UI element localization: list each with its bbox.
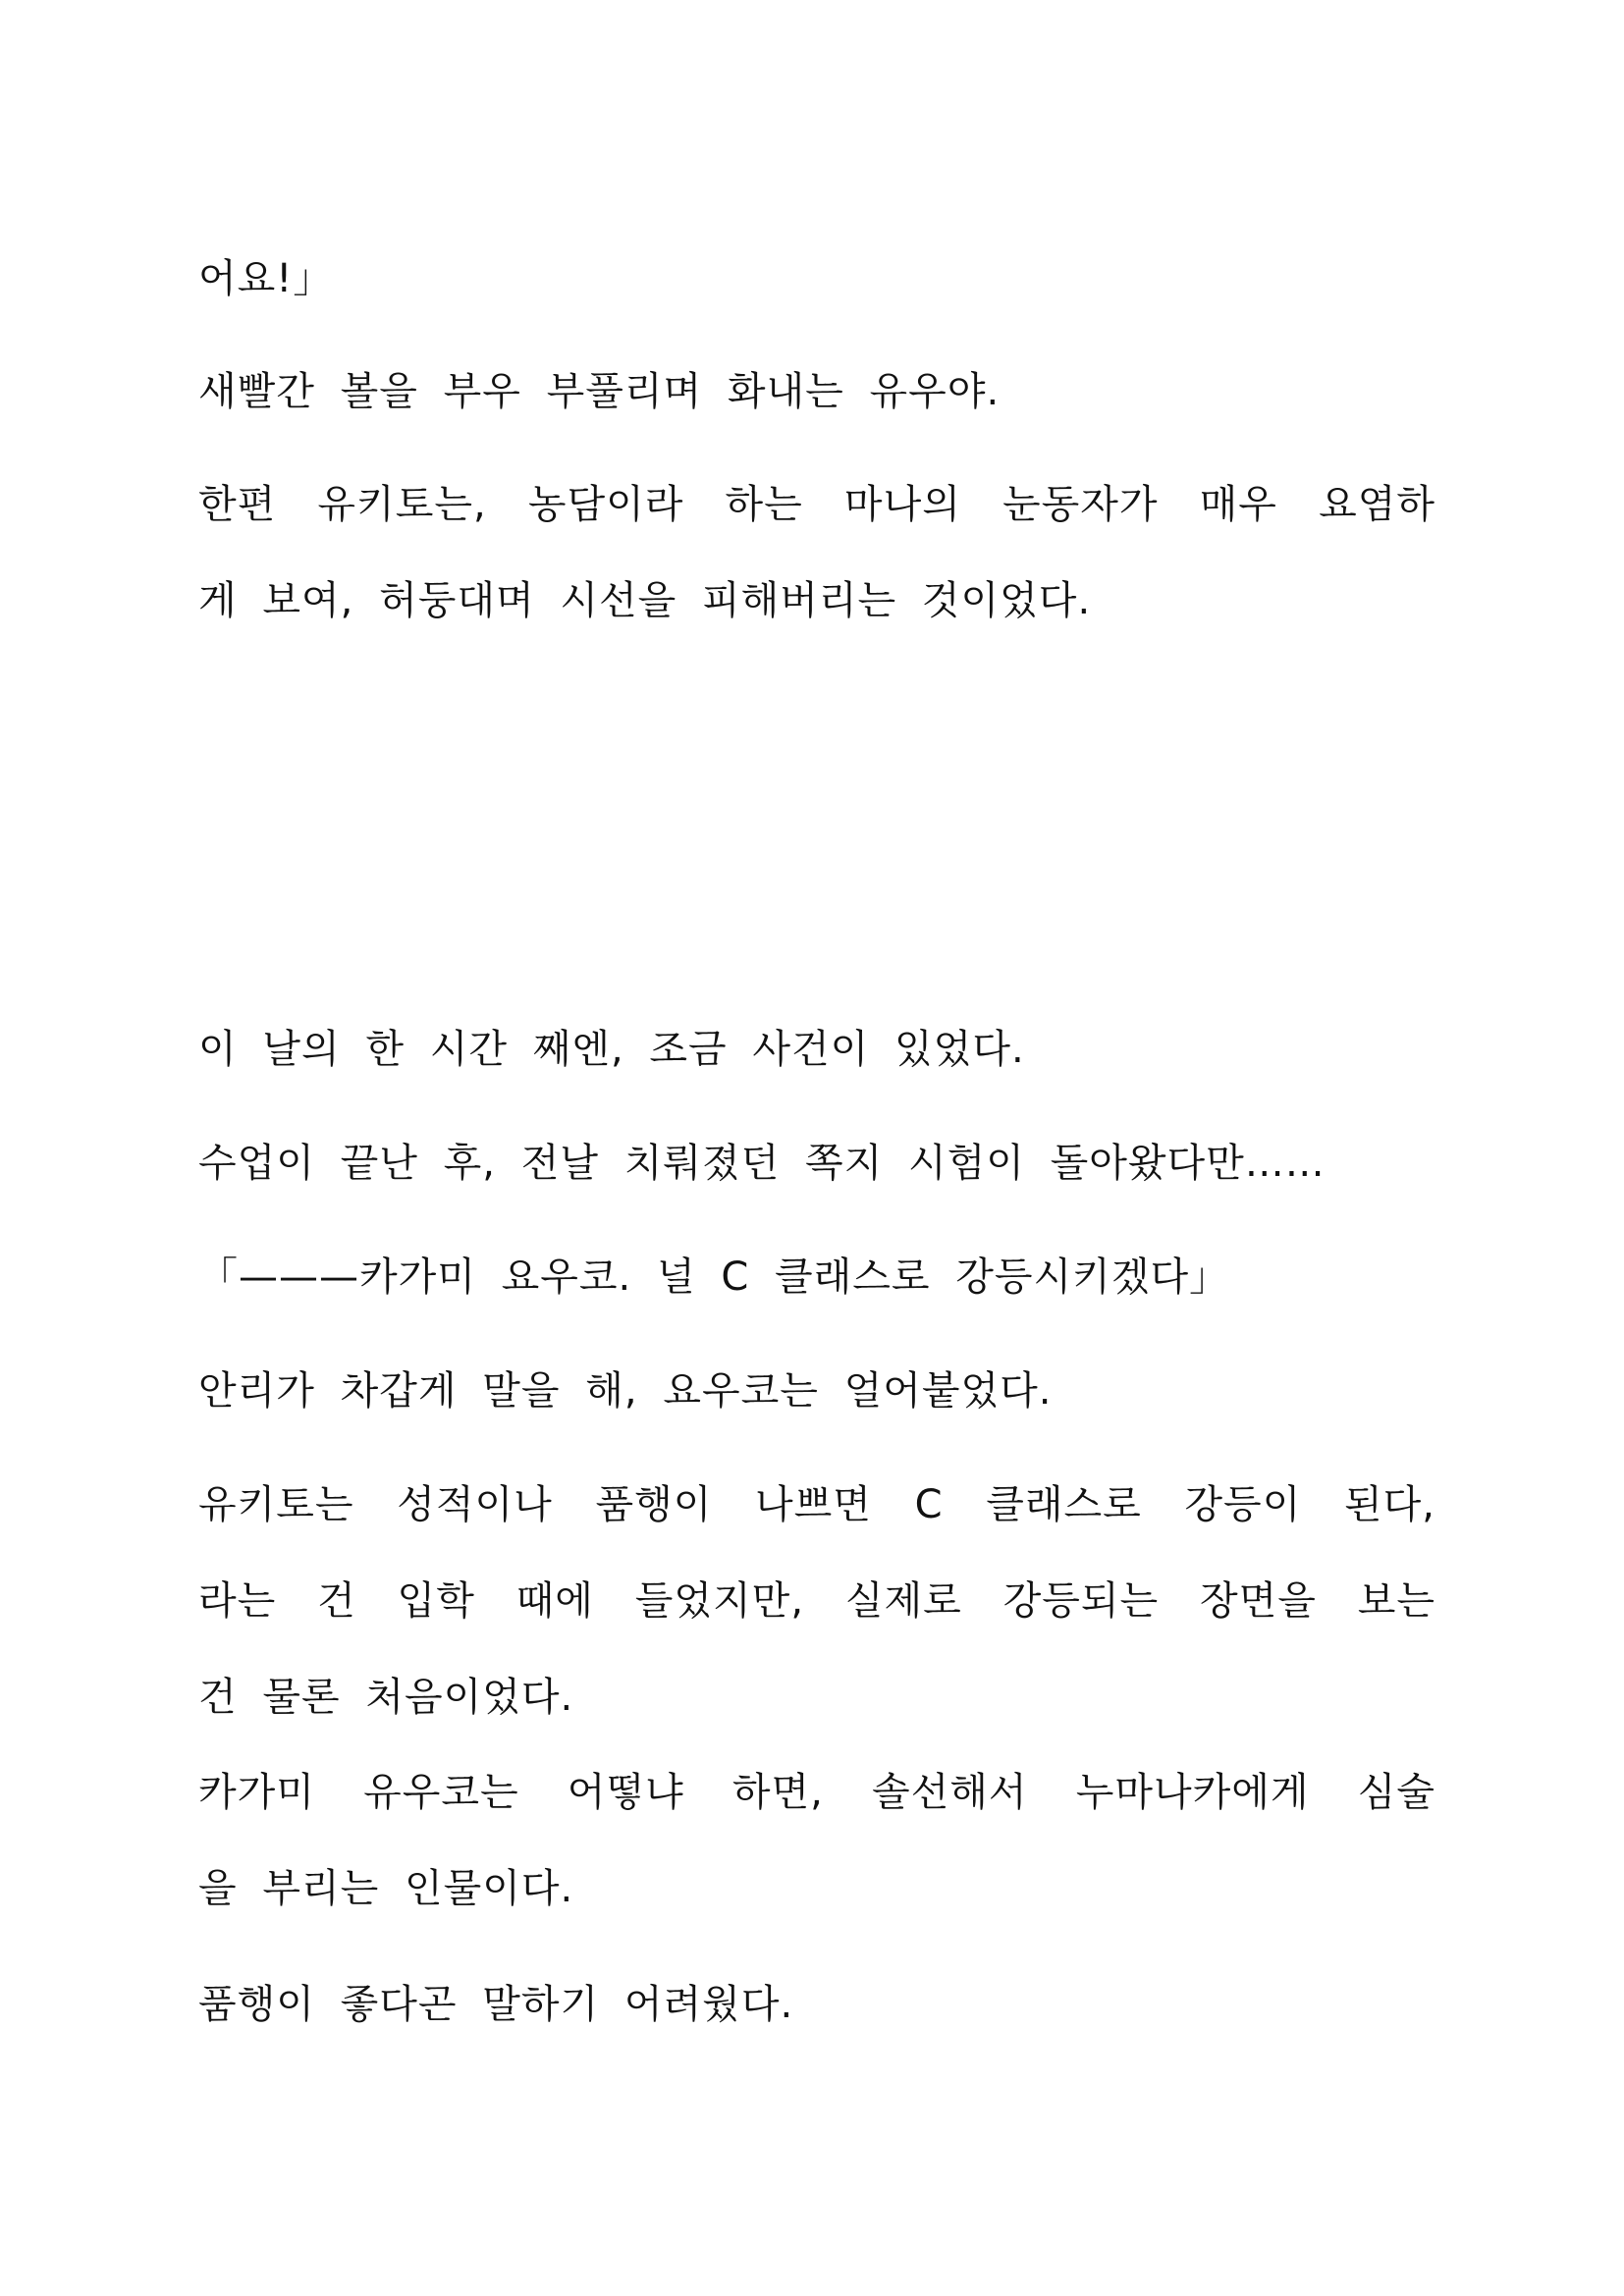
text-line: 이 날의 한 시간 째엔, 조금 사건이 있었다.	[198, 1027, 1025, 1072]
paragraph-5	[198, 1115, 1435, 1211]
text-line: 한편 유키토는, 농담이라 하는 마나의 눈동자가 매우 요염하	[198, 482, 1435, 527]
paragraph-3	[198, 456, 1435, 649]
paragraph-1	[198, 231, 1435, 327]
text-line: 수업이 끝난 후, 전날 치뤄졌던 쪽지 시험이 돌아왔다만……	[198, 1141, 1326, 1186]
paragraph-9	[198, 1744, 1435, 1937]
paragraph-2	[198, 344, 1435, 440]
paragraph-8	[198, 1457, 1435, 1745]
text-line: 유키토는 성적이나 품행이 나쁘면 C 클래스로 강등이 된다,	[198, 1482, 1435, 1527]
text-line: 새빨간 볼을 부우 부풀리며 화내는 유우야.	[198, 369, 1001, 414]
text-line: 안리가 차갑게 말을 해, 요우코는 얼어붙었다.	[198, 1368, 1053, 1414]
text-line: 「———카가미 요우코. 널 C 클래스로 강등시키겠다」	[198, 1255, 1230, 1300]
paragraph-6	[198, 1229, 1435, 1325]
text-line: 라는 건 입학 때에 들었지만, 실제로 강등되는 장면을 보는	[198, 1578, 1435, 1624]
text-line: 을 부리는 인물이다.	[198, 1866, 574, 1911]
paragraph-7	[198, 1343, 1435, 1439]
text-line: 건 물론 처음이었다.	[198, 1675, 574, 1720]
text-line: 품행이 좋다곤 말하기 어려웠다.	[198, 1982, 794, 2027]
text-line: 어요!」	[198, 256, 334, 301]
text-line: 게 보여, 허둥대며 시선을 피해버리는 것이었다.	[198, 578, 1092, 623]
paragraph-10	[198, 1956, 1435, 2053]
text-line: 카가미 유우코는 어떻냐 하면, 솔선해서 누마나카에게 심술	[198, 1770, 1435, 1815]
paragraph-4	[198, 1001, 1435, 1097]
